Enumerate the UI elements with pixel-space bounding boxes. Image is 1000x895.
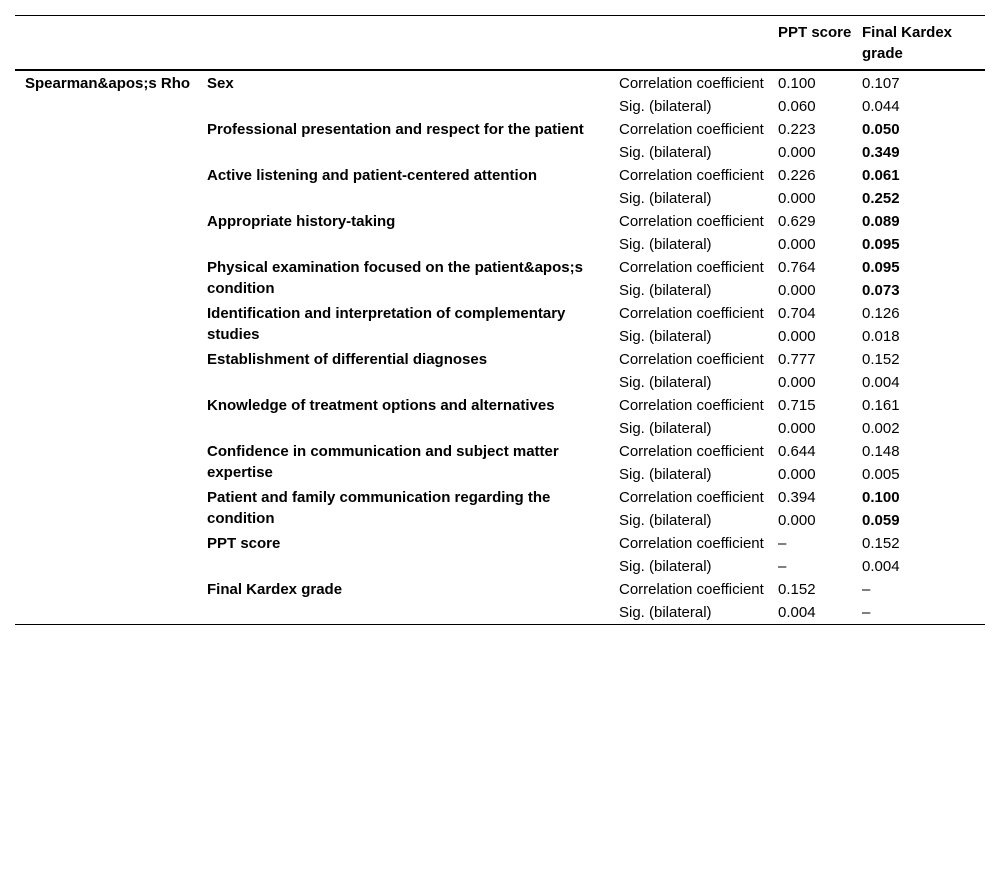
ppt-significance-value: 0.060 <box>778 98 816 115</box>
kardex-correlation-value: 0.152 <box>862 535 900 552</box>
kardex-significance-value: 0.073 <box>862 282 900 299</box>
variable-name: Patient and family communication regarding the condition <box>207 489 551 527</box>
kardex-correlation-value: 0.095 <box>862 259 900 276</box>
header-row <box>15 16 985 71</box>
ppt-correlation-value: 0.226 <box>778 167 816 184</box>
header-group <box>15 16 197 71</box>
kardex-correlation-value: 0.089 <box>862 213 900 230</box>
kardex-correlation-value: 0.100 <box>862 489 900 506</box>
ppt-significance-value: 0.000 <box>778 328 816 345</box>
ppt-significance-value: – <box>778 558 787 575</box>
correlation-table <box>15 15 985 625</box>
kardex-significance-value: 0.004 <box>862 558 900 575</box>
variable-name: Final Kardex grade <box>207 581 343 598</box>
ppt-significance-value: 0.000 <box>778 190 816 207</box>
statistic-label-significance: Sig. (bilateral) <box>619 282 712 299</box>
kardex-significance-value: 0.252 <box>862 190 900 207</box>
statistic-label-significance: Sig. (bilateral) <box>619 420 712 437</box>
statistic-label-significance: Sig. (bilateral) <box>619 558 712 575</box>
ppt-correlation-value: 0.764 <box>778 259 816 276</box>
variable-name: Identification and interpretation of complementary studies <box>207 305 566 343</box>
statistic-label-correlation: Correlation coefficient <box>619 121 764 138</box>
kardex-significance-value: 0.002 <box>862 420 900 437</box>
kardex-correlation-value: 0.152 <box>862 351 900 368</box>
variable-name: Confidence in communication and subject matter expertise <box>207 443 559 481</box>
kardex-correlation-value: 0.050 <box>862 121 900 138</box>
table-body <box>15 70 985 625</box>
variable-name: PPT score <box>207 535 281 552</box>
header-final-kardex: Final Kardex grade <box>862 24 953 62</box>
statistic-label-correlation: Correlation coefficient <box>619 489 764 506</box>
ppt-significance-value: 0.000 <box>778 466 816 483</box>
ppt-correlation-value: 0.777 <box>778 351 816 368</box>
statistic-label-correlation: Correlation coefficient <box>619 259 764 276</box>
ppt-correlation-value: – <box>778 535 787 552</box>
variable-name: Physical examination focused on the patient&apos;s condition <box>207 259 583 297</box>
kardex-correlation-value: 0.148 <box>862 443 900 460</box>
kardex-significance-value: 0.004 <box>862 374 900 391</box>
ppt-correlation-value: 0.629 <box>778 213 816 230</box>
kardex-significance-value: 0.349 <box>862 144 900 161</box>
ppt-correlation-value: 0.100 <box>778 75 816 92</box>
kardex-correlation-value: 0.161 <box>862 397 900 414</box>
kardex-significance-value: 0.095 <box>862 236 900 253</box>
statistic-label-correlation: Correlation coefficient <box>619 305 764 322</box>
statistic-label-significance: Sig. (bilateral) <box>619 512 712 529</box>
ppt-significance-value: 0.004 <box>778 604 816 621</box>
ppt-correlation-value: 0.394 <box>778 489 816 506</box>
variable-name: Sex <box>207 75 234 92</box>
statistic-label-correlation: Correlation coefficient <box>619 213 764 230</box>
table-row <box>15 70 985 95</box>
variable-name: Active listening and patient-centered attention <box>207 167 538 184</box>
kardex-correlation-value: 0.061 <box>862 167 900 184</box>
statistic-label-significance: Sig. (bilateral) <box>619 328 712 345</box>
statistic-label-correlation: Correlation coefficient <box>619 535 764 552</box>
ppt-significance-value: 0.000 <box>778 144 816 161</box>
ppt-significance-value: 0.000 <box>778 512 816 529</box>
statistic-label-significance: Sig. (bilateral) <box>619 466 712 483</box>
ppt-correlation-value: 0.644 <box>778 443 816 460</box>
statistic-label-significance: Sig. (bilateral) <box>619 604 712 621</box>
statistic-label-correlation: Correlation coefficient <box>619 351 764 368</box>
kardex-significance-value: – <box>862 604 871 621</box>
statistic-label-correlation: Correlation coefficient <box>619 443 764 460</box>
statistic-label-significance: Sig. (bilateral) <box>619 144 712 161</box>
kardex-correlation-value: 0.107 <box>862 75 900 92</box>
statistic-label-significance: Sig. (bilateral) <box>619 190 712 207</box>
ppt-correlation-value: 0.152 <box>778 581 816 598</box>
ppt-significance-value: 0.000 <box>778 236 816 253</box>
ppt-significance-value: 0.000 <box>778 420 816 437</box>
ppt-correlation-value: 0.704 <box>778 305 816 322</box>
header-ppt-score: PPT score <box>778 24 852 41</box>
group-label: Spearman&apos;s Rho <box>25 75 191 92</box>
kardex-correlation-value: 0.126 <box>862 305 900 322</box>
statistic-label-correlation: Correlation coefficient <box>619 397 764 414</box>
statistic-label-significance: Sig. (bilateral) <box>619 374 712 391</box>
statistic-label-correlation: Correlation coefficient <box>619 75 764 92</box>
statistic-label-correlation: Correlation coefficient <box>619 581 764 598</box>
kardex-correlation-value: – <box>862 581 871 598</box>
statistic-label-significance: Sig. (bilateral) <box>619 98 712 115</box>
variable-name: Knowledge of treatment options and alternatives <box>207 397 555 414</box>
kardex-significance-value: 0.018 <box>862 328 900 345</box>
header-variable <box>197 16 609 71</box>
header-statistic <box>609 16 768 71</box>
statistic-label-significance: Sig. (bilateral) <box>619 236 712 253</box>
ppt-correlation-value: 0.223 <box>778 121 816 138</box>
kardex-significance-value: 0.044 <box>862 98 900 115</box>
kardex-significance-value: 0.059 <box>862 512 900 529</box>
ppt-correlation-value: 0.715 <box>778 397 816 414</box>
variable-name: Establishment of differential diagnoses <box>207 351 488 368</box>
statistic-label-correlation: Correlation coefficient <box>619 167 764 184</box>
variable-name: Professional presentation and respect for the patient <box>207 121 584 138</box>
ppt-significance-value: 0.000 <box>778 282 816 299</box>
kardex-significance-value: 0.005 <box>862 466 900 483</box>
ppt-significance-value: 0.000 <box>778 374 816 391</box>
variable-name: Appropriate history-taking <box>207 213 396 230</box>
